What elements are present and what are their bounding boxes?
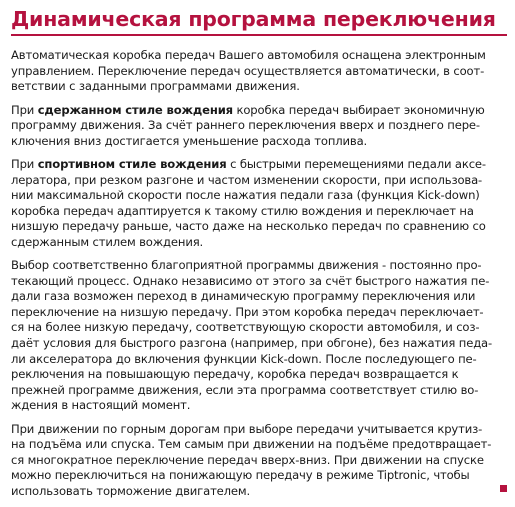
text-segment: использовать торможение двигателем.: [11, 483, 251, 498]
text-line: [11, 173, 501, 189]
text-segment: с быстрыми перемещениями педали аксе-: [226, 157, 486, 172]
text-segment: программу движения. За счёт раннего переключения вверх и позднего пере-: [11, 118, 480, 133]
text-segment: нии максимальной скорости после нажатия педали газа (функция Kick-down): [11, 188, 480, 203]
text-segment: коробка передач выбирает экономичную: [232, 102, 485, 117]
text-segment: реключения на повышающую передачу, коробка передач возвращается к: [11, 367, 459, 382]
text-line: [11, 289, 501, 305]
text-segment: При движении по горным дорогам при выборе передачи учитывается крутиз-: [11, 421, 483, 436]
text-segment: При: [11, 157, 38, 172]
text-line: [11, 383, 501, 399]
text-segment: можно переключиться на понижающую передачу в режиме Tiptronic, чтобы: [11, 468, 470, 483]
text-segment: сдержанным стилем вождения.: [11, 234, 204, 249]
text-segment: коробка передач адаптируется к такому стилю вождения и переключает на: [11, 203, 474, 218]
text-segment: прежней программе движения, если эта программа соответствует стилю во-: [11, 382, 479, 397]
bold-term: сдержанном стиле вождения: [37, 102, 233, 117]
text-segment: Выбор соответственно благоприятной программы движения - постоянно про-: [11, 258, 482, 273]
text-segment: дали газа возможен переход в динамическую программу переключения или: [11, 289, 476, 304]
text-segment: на подъёма или спуска. Тем самым при движении на подъёме предотвращает-: [11, 437, 492, 452]
text-segment: ветствии с заданными программами движения.: [11, 79, 300, 94]
text-line: [11, 352, 501, 368]
text-segment: лератора, при резком разгоне и частом изменении скорости, при использова-: [11, 172, 483, 187]
text-line: [11, 157, 501, 173]
text-line: [11, 219, 501, 235]
paragraph: [11, 48, 501, 95]
text-segment: Автоматическая коробка передач Вашего автомобиля оснащена электронным: [11, 48, 486, 62]
text-line: [11, 118, 501, 134]
text-line: [11, 336, 501, 352]
square-end-marker-icon: [500, 485, 507, 492]
paragraph: [11, 157, 501, 250]
text-segment: низшую передачу раньше, часто даже на несколько передач по сравнению со: [11, 219, 486, 234]
paragraph: [11, 258, 501, 413]
text-line: [11, 258, 501, 274]
document-body: [11, 48, 501, 499]
text-line: [11, 320, 501, 336]
text-line: [11, 453, 501, 469]
text-line: [11, 48, 501, 64]
text-segment: ся на более низкую передачу, соответствующую скорости автомобиля, и соз-: [11, 320, 480, 335]
text-segment: переключение на низшую передачу. При этом коробка передач переключает-: [11, 304, 484, 319]
text-line: [11, 274, 501, 290]
text-line: [11, 204, 501, 220]
text-line: [11, 398, 501, 414]
text-segment: даёт условия для быстрого разгона (например, при обгоне), без нажатия педа-: [11, 335, 493, 350]
text-segment: ждения в настоящий момент.: [11, 398, 191, 413]
text-line: [11, 422, 501, 438]
bold-term: спортивном стиле вождения: [37, 157, 227, 172]
paragraph: [11, 103, 501, 150]
text-line: [11, 367, 501, 383]
text-line: [11, 305, 501, 321]
text-segment: При: [11, 102, 38, 117]
paragraph: [11, 422, 501, 500]
text-line: [11, 103, 501, 119]
text-segment: управлением. Переключение передач осуществляется автоматически, в соот-: [11, 63, 485, 78]
text-line: [11, 134, 501, 150]
page-title: Динамическая программа переключения: [11, 7, 496, 31]
text-segment: ключения вниз достигается уменьшение расхода топлива.: [11, 133, 368, 148]
text-line: [11, 79, 501, 95]
text-segment: ся многократное переключение передач вверх-вниз. При движении на спуске: [11, 452, 484, 467]
text-line: [11, 188, 501, 204]
title-underline: [11, 34, 507, 36]
text-segment: текающий процесс. Однако независимо от этого за счёт быстрого нажатия пе-: [11, 273, 490, 288]
text-line: [11, 484, 501, 500]
text-segment: ли акселератора до включения функции Kick-down. После последующего пе-: [11, 351, 477, 366]
text-line: [11, 437, 501, 453]
text-line: [11, 468, 501, 484]
text-line: [11, 64, 501, 80]
text-line: [11, 235, 501, 251]
